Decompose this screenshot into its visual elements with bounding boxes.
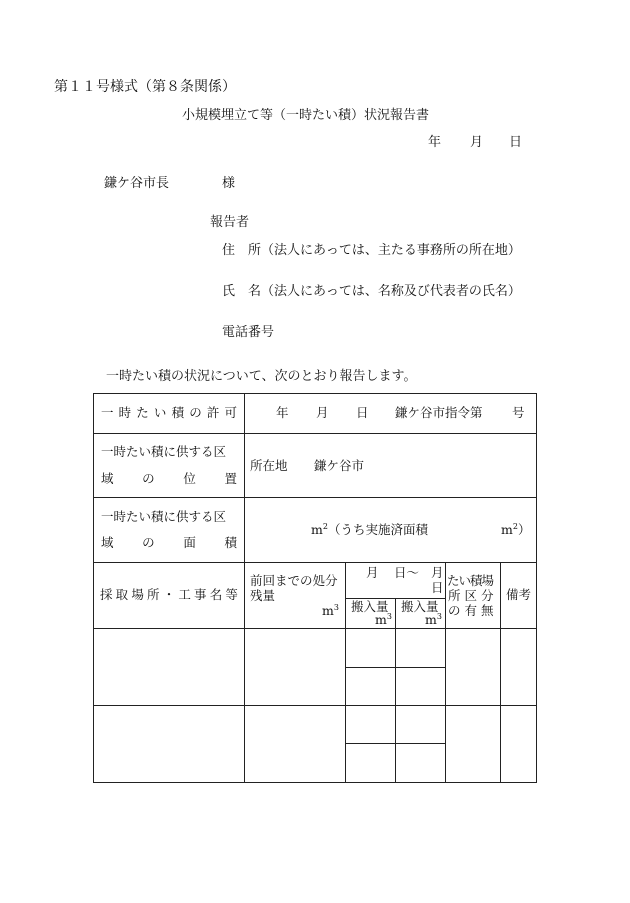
- in2-cell[interactable]: [396, 744, 446, 783]
- col-in1-unit: m: [375, 612, 387, 627]
- col-prev-unit-wrap: $m^3$: [322, 602, 339, 618]
- col-in1-header: [346, 599, 396, 629]
- permit-label-cell: [94, 394, 245, 434]
- zone-cell[interactable]: [446, 629, 501, 706]
- date-day: 日: [509, 135, 523, 150]
- col-prev-header: [245, 563, 346, 629]
- in2-cell[interactable]: [396, 706, 446, 744]
- location-label-line2: 域 の 位 置: [101, 470, 237, 486]
- col-in2-label: 搬入量: [401, 599, 439, 614]
- col-period-month2: 月: [431, 565, 444, 580]
- permit-label: 一 時 た い 積 の 許 可: [101, 405, 237, 421]
- location-label-cell: [94, 434, 245, 498]
- in1-cell[interactable]: [346, 668, 396, 706]
- permit-value-cell[interactable]: [245, 394, 537, 434]
- table-header-row-1: [94, 563, 537, 599]
- location-label-line1: 一時たい積に供する区: [101, 444, 227, 459]
- area-sub: （うち実施済面積: [327, 522, 428, 537]
- permit-ref: 鎌ケ谷市指令第: [395, 405, 483, 420]
- col-in1-label: 搬入量: [351, 599, 389, 614]
- col-site-header: [94, 563, 245, 629]
- in1-cell[interactable]: [346, 744, 396, 783]
- reporter-name-line: 氏 名（法人にあっては、名称及び代表者の氏名）: [222, 284, 521, 299]
- col-in2-unit-wrap: $m^3$: [425, 612, 442, 627]
- report-table: [93, 393, 537, 783]
- document-title: 小規模埋立て等（一時たい積）状況報告書: [182, 108, 430, 123]
- site-cell[interactable]: [94, 706, 245, 783]
- area-label-line2: 域 の 面 積: [101, 535, 237, 550]
- date-year: 年: [428, 135, 442, 150]
- col-period-month1: 月: [366, 565, 379, 580]
- prev-cell[interactable]: [245, 629, 346, 706]
- table-row: [94, 706, 537, 744]
- location-value-label: 所在地: [250, 458, 288, 473]
- table-row: [94, 629, 537, 668]
- area-done-unit-wrap: $m^2$）: [501, 522, 531, 537]
- in1-cell[interactable]: [346, 629, 396, 668]
- location-value-city: 鎌ケ谷市: [314, 458, 365, 473]
- in1-cell[interactable]: [346, 706, 396, 744]
- col-note-header: [501, 563, 537, 629]
- col-in2-header: [396, 599, 446, 629]
- honorific: 様: [222, 176, 236, 191]
- col-prev-unit: m: [322, 602, 334, 618]
- intro-text: 一時たい積の状況について、次のとおり報告します。: [106, 369, 417, 384]
- area-value-cell[interactable]: [245, 498, 537, 563]
- site-cell[interactable]: [94, 629, 245, 706]
- location-row: [94, 434, 537, 498]
- col-prev-line1: 前回までの処分: [250, 572, 338, 588]
- area-label-line1: 一時たい積に供する区: [101, 508, 227, 524]
- prev-cell[interactable]: [245, 706, 346, 783]
- form-number: 第１１号様式（第８条関係）: [54, 79, 236, 95]
- addressee: 鎌ケ谷市長: [104, 176, 170, 191]
- permit-day: 日: [356, 405, 369, 420]
- note-cell[interactable]: [501, 629, 537, 706]
- in2-cell[interactable]: [396, 629, 446, 668]
- col-in1-unit-wrap: $m^3$: [375, 612, 392, 627]
- zone-cell[interactable]: [446, 706, 501, 783]
- col-prev-line2: 残量: [250, 587, 276, 603]
- area-value: $m^2$（うち実施済面積: [311, 522, 428, 537]
- permit-month: 月: [316, 405, 329, 420]
- area-label-cell: [94, 498, 245, 563]
- area-close: ）: [517, 522, 531, 537]
- col-zone-line2: 所区分: [448, 587, 498, 603]
- reporter-phone-label: 電話番号: [222, 325, 275, 340]
- area-unit2: m: [501, 522, 513, 537]
- col-period-header: [346, 563, 446, 599]
- col-period-day2: 日: [431, 580, 444, 595]
- area-row: [94, 498, 537, 563]
- col-note-label: 備考: [506, 587, 532, 603]
- area-unit: m: [311, 522, 323, 537]
- date-month: 月: [470, 135, 484, 150]
- col-zone-header: [446, 563, 501, 629]
- reporter-address-line: 住 所（法人にあっては、主たる事務所の所在地）: [222, 243, 521, 258]
- permit-number: 号: [512, 405, 525, 420]
- col-zone-line1: たい積場: [447, 572, 494, 588]
- note-cell[interactable]: [501, 706, 537, 783]
- col-zone-line3: の有無: [448, 602, 498, 618]
- col-period-day1: 日～: [394, 565, 420, 580]
- permit-year: 年: [276, 405, 289, 420]
- col-in2-unit: m: [425, 612, 437, 627]
- location-value-cell[interactable]: [245, 434, 537, 498]
- reporter-label: 報告者: [210, 215, 250, 230]
- in2-cell[interactable]: [396, 668, 446, 706]
- col-site-label: 採 取 場 所 ・ 工 事 名 等: [100, 587, 238, 603]
- permit-row: [94, 394, 537, 434]
